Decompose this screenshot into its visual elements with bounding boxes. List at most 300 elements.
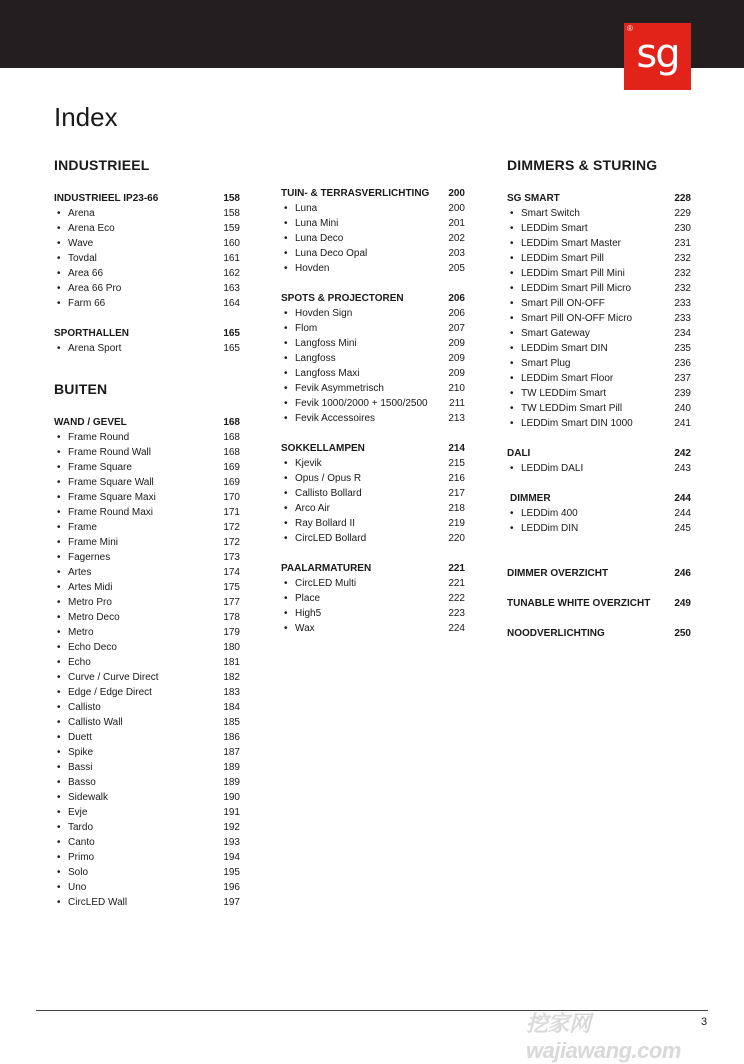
entry-page: 216 bbox=[448, 473, 465, 484]
entry-page: 229 bbox=[674, 208, 691, 219]
index-entry[interactable] bbox=[54, 865, 240, 880]
entry-page: 194 bbox=[223, 852, 240, 863]
category-name: TUNABLE WHITE OVERZICHT bbox=[507, 598, 651, 609]
entry-page: 218 bbox=[448, 503, 465, 514]
index-entry[interactable] bbox=[281, 516, 465, 531]
section-heading-dimmers-sturing: DIMMERS & STURING bbox=[507, 157, 658, 173]
entry-name: • Spike bbox=[54, 745, 93, 760]
entry-page: 174 bbox=[223, 567, 240, 578]
entry-name: • Opus / Opus R bbox=[281, 471, 361, 486]
entry-name: • TW LEDDim Smart bbox=[507, 386, 606, 401]
index-entry[interactable] bbox=[54, 760, 240, 775]
index-entry[interactable] bbox=[281, 396, 465, 411]
entry-name: • Smart Pill ON-OFF bbox=[507, 296, 605, 311]
entry-name: • Tardo bbox=[54, 820, 93, 835]
entry-page: 196 bbox=[223, 882, 240, 893]
entry-name: • CircLED Wall bbox=[54, 895, 127, 910]
entry-name: • TW LEDDim Smart Pill bbox=[507, 401, 622, 416]
index-entry[interactable] bbox=[54, 445, 240, 460]
entry-page: 244 bbox=[674, 508, 691, 519]
entry-page: 205 bbox=[448, 263, 465, 274]
index-entry[interactable] bbox=[281, 411, 465, 426]
section-heading-buiten: BUITEN bbox=[54, 381, 108, 397]
entry-name: • Langfoss bbox=[281, 351, 336, 366]
category-name: DALI bbox=[507, 448, 531, 459]
index-entry[interactable] bbox=[54, 550, 240, 565]
entry-name: • LEDDim 400 bbox=[507, 506, 578, 521]
entry-name: • Luna Deco Opal bbox=[281, 246, 367, 261]
entry-page: 200 bbox=[448, 203, 465, 214]
entry-name: • Metro Pro bbox=[54, 595, 112, 610]
index-entry[interactable] bbox=[54, 251, 240, 266]
index-entry[interactable] bbox=[507, 401, 691, 416]
category-dali[interactable] bbox=[507, 446, 691, 461]
category-dimmer[interactable] bbox=[507, 491, 691, 506]
watermark: 挖家网 wajiawang.com bbox=[526, 1011, 681, 1063]
index-entry[interactable] bbox=[507, 461, 691, 476]
entry-page: 230 bbox=[674, 223, 691, 234]
entry-page: 224 bbox=[448, 623, 465, 634]
entry-page: 207 bbox=[448, 323, 465, 334]
entry-page: 189 bbox=[223, 777, 240, 788]
entry-name: • Ray Bollard II bbox=[281, 516, 355, 531]
entry-name: • Basso bbox=[54, 775, 96, 790]
entry-name: • Flom bbox=[281, 321, 317, 336]
entry-page: 243 bbox=[674, 463, 691, 474]
category-page: 206 bbox=[448, 293, 465, 304]
entry-page: 172 bbox=[223, 537, 240, 548]
index-entry[interactable] bbox=[281, 246, 465, 261]
index-entry[interactable] bbox=[507, 506, 691, 521]
column-left bbox=[54, 154, 240, 910]
entry-page: 164 bbox=[223, 298, 240, 309]
entry-page: 235 bbox=[674, 343, 691, 354]
index-entry[interactable] bbox=[54, 221, 240, 236]
entry-name: • Hovden Sign bbox=[281, 306, 352, 321]
index-entry[interactable] bbox=[54, 281, 240, 296]
entry-page: 206 bbox=[448, 308, 465, 319]
index-entry[interactable] bbox=[54, 565, 240, 580]
entry-name: • Duett bbox=[54, 730, 92, 745]
index-entry[interactable] bbox=[54, 341, 240, 356]
index-entry[interactable] bbox=[54, 625, 240, 640]
category-page: 250 bbox=[674, 628, 691, 639]
entry-name: • Arena Sport bbox=[54, 341, 121, 356]
category-name: SPORTHALLEN bbox=[54, 328, 129, 339]
entry-page: 240 bbox=[674, 403, 691, 414]
entry-name: • Luna Deco bbox=[281, 231, 343, 246]
category-name: PAALARMATUREN bbox=[281, 563, 372, 574]
index-entry[interactable] bbox=[507, 236, 691, 251]
index-entry[interactable] bbox=[54, 206, 240, 221]
entry-name: • Arco Air bbox=[281, 501, 330, 516]
item-list bbox=[507, 461, 691, 476]
entry-name: • Frame Round Maxi bbox=[54, 505, 153, 520]
index-entry[interactable] bbox=[507, 296, 691, 311]
entry-page: 186 bbox=[223, 732, 240, 743]
entry-name: • Frame Round bbox=[54, 430, 129, 445]
entry-page: 189 bbox=[223, 762, 240, 773]
entry-page: 165 bbox=[223, 343, 240, 354]
entry-page: 159 bbox=[223, 223, 240, 234]
entry-name: • Solo bbox=[54, 865, 88, 880]
index-entry[interactable] bbox=[281, 501, 465, 516]
entry-page: 217 bbox=[448, 488, 465, 499]
index-entry[interactable] bbox=[507, 356, 691, 371]
entry-page: 185 bbox=[223, 717, 240, 728]
category-page: 214 bbox=[448, 443, 465, 454]
category-page: 200 bbox=[448, 188, 465, 199]
entry-name: • Canto bbox=[54, 835, 95, 850]
entry-name: • Callisto bbox=[54, 700, 101, 715]
index-entry[interactable] bbox=[281, 216, 465, 231]
entry-name: • CircLED Multi bbox=[281, 576, 356, 591]
entry-page: 183 bbox=[223, 687, 240, 698]
entry-page: 179 bbox=[223, 627, 240, 638]
entry-name: • Echo bbox=[54, 655, 91, 670]
entry-name: • Hovden bbox=[281, 261, 329, 276]
entry-name: • Kjevik bbox=[281, 456, 322, 471]
entry-page: 245 bbox=[674, 523, 691, 534]
entry-name: • Frame Square Wall bbox=[54, 475, 154, 490]
entry-name: • CircLED Bollard bbox=[281, 531, 366, 546]
entry-page: 215 bbox=[448, 458, 465, 469]
entry-page: 234 bbox=[674, 328, 691, 339]
entry-name: • Evje bbox=[54, 805, 87, 820]
entry-page: 169 bbox=[223, 477, 240, 488]
category-name: SG SMART bbox=[507, 193, 560, 204]
category-wand-gevel[interactable] bbox=[54, 415, 240, 430]
index-entry[interactable] bbox=[54, 670, 240, 685]
item-list bbox=[281, 201, 465, 276]
index-entry[interactable] bbox=[281, 621, 465, 636]
entry-page: 163 bbox=[223, 283, 240, 294]
item-list bbox=[281, 306, 465, 426]
index-entry[interactable] bbox=[507, 521, 691, 536]
category-page: 244 bbox=[674, 493, 691, 504]
entry-name: • Artes bbox=[54, 565, 91, 580]
index-entry[interactable] bbox=[54, 850, 240, 865]
entry-name: • Callisto Wall bbox=[54, 715, 123, 730]
index-entry[interactable] bbox=[281, 231, 465, 246]
entry-name: • LEDDim DALI bbox=[507, 461, 583, 476]
entry-page: 172 bbox=[223, 522, 240, 533]
index-entry[interactable] bbox=[54, 505, 240, 520]
entry-page: 222 bbox=[448, 593, 465, 604]
index-entry[interactable] bbox=[54, 640, 240, 655]
entry-page: 231 bbox=[674, 238, 691, 249]
entry-page: 241 bbox=[674, 418, 691, 429]
entry-page: 232 bbox=[674, 253, 691, 264]
entry-page: 191 bbox=[223, 807, 240, 818]
category-page: 249 bbox=[674, 598, 691, 609]
index-entry[interactable] bbox=[507, 206, 691, 221]
entry-page: 175 bbox=[223, 582, 240, 593]
index-entry[interactable] bbox=[54, 580, 240, 595]
entry-name: • Fevik Asymmetrisch bbox=[281, 381, 384, 396]
page-title: Index bbox=[54, 102, 118, 132]
entry-name: • Langfoss Maxi bbox=[281, 366, 359, 381]
index-entry[interactable] bbox=[507, 221, 691, 236]
entry-name: • Artes Midi bbox=[54, 580, 112, 595]
category-name: SPOTS & PROJECTOREN bbox=[281, 293, 404, 304]
category-spots-projectoren[interactable] bbox=[281, 291, 465, 306]
entry-name: • Frame Round Wall bbox=[54, 445, 151, 460]
entry-name: • LEDDim Smart Master bbox=[507, 236, 621, 251]
entry-page: 197 bbox=[223, 897, 240, 908]
entry-page: 181 bbox=[223, 657, 240, 668]
entry-page: 232 bbox=[674, 268, 691, 279]
entry-page: 168 bbox=[223, 432, 240, 443]
entry-name: • Smart Gateway bbox=[507, 326, 590, 341]
category-tunable-white-overzicht[interactable] bbox=[507, 596, 691, 611]
entry-name: • Luna Mini bbox=[281, 216, 338, 231]
entry-name: • Metro bbox=[54, 625, 94, 640]
entry-page: 162 bbox=[223, 268, 240, 279]
entry-page: 209 bbox=[448, 338, 465, 349]
entry-name: • LEDDim Smart DIN bbox=[507, 341, 608, 356]
entry-page: 178 bbox=[223, 612, 240, 623]
index-entry[interactable] bbox=[54, 430, 240, 445]
index-entry[interactable] bbox=[54, 730, 240, 745]
index-entry[interactable] bbox=[281, 321, 465, 336]
entry-name: • Sidewalk bbox=[54, 790, 108, 805]
entry-page: 233 bbox=[674, 313, 691, 324]
entry-page: 158 bbox=[223, 208, 240, 219]
index-entry[interactable] bbox=[507, 311, 691, 326]
index-entry[interactable] bbox=[281, 366, 465, 381]
category-page: 246 bbox=[674, 568, 691, 579]
entry-name: • Frame Square Maxi bbox=[54, 490, 156, 505]
entry-name: • Metro Deco bbox=[54, 610, 120, 625]
entry-name: • Edge / Edge Direct bbox=[54, 685, 152, 700]
category-name: DIMMER bbox=[510, 493, 551, 504]
entry-name: • Echo Deco bbox=[54, 640, 117, 655]
index-entry[interactable] bbox=[281, 591, 465, 606]
entry-page: 170 bbox=[223, 492, 240, 503]
entry-page: 177 bbox=[223, 597, 240, 608]
entry-name: • LEDDim Smart Pill Mini bbox=[507, 266, 625, 281]
index-entry[interactable] bbox=[281, 456, 465, 471]
index-entry[interactable] bbox=[507, 251, 691, 266]
index-entry[interactable] bbox=[54, 460, 240, 475]
category-dimmer-overzicht[interactable] bbox=[507, 566, 691, 581]
category-sg-smart[interactable] bbox=[507, 191, 691, 206]
item-list bbox=[281, 576, 465, 636]
index-entry[interactable] bbox=[281, 486, 465, 501]
entry-name: • Wax bbox=[281, 621, 315, 636]
column-middle bbox=[281, 186, 465, 636]
entry-name: • LEDDim Smart Pill Micro bbox=[507, 281, 631, 296]
category-name: DIMMER OVERZICHT bbox=[507, 568, 609, 579]
entry-page: 193 bbox=[223, 837, 240, 848]
entry-page: 219 bbox=[448, 518, 465, 529]
index-entry[interactable] bbox=[281, 201, 465, 216]
entry-name: • Frame Mini bbox=[54, 535, 118, 550]
category-sokkellampen[interactable] bbox=[281, 441, 465, 456]
index-entry[interactable] bbox=[281, 531, 465, 546]
entry-page: 169 bbox=[223, 462, 240, 473]
index-entry[interactable] bbox=[281, 606, 465, 621]
entry-page: 211 bbox=[449, 398, 465, 409]
category-paalarmaturen[interactable] bbox=[281, 561, 465, 576]
entry-page: 203 bbox=[448, 248, 465, 259]
entry-name: • Farm 66 bbox=[54, 296, 105, 311]
entry-name: • Fagernes bbox=[54, 550, 110, 565]
entry-name: • Frame bbox=[54, 520, 97, 535]
index-entry[interactable] bbox=[54, 775, 240, 790]
entry-name: • LEDDim Smart Pill bbox=[507, 251, 604, 266]
entry-name: • Frame Square bbox=[54, 460, 132, 475]
index-entry[interactable] bbox=[54, 700, 240, 715]
column-right bbox=[507, 154, 691, 641]
category-page: 158 bbox=[223, 193, 240, 204]
entry-name: • LEDDim Smart bbox=[507, 221, 588, 236]
category-industrieel-ip23-66[interactable] bbox=[54, 191, 240, 206]
index-entry[interactable] bbox=[507, 371, 691, 386]
entry-name: • LEDDim Smart Floor bbox=[507, 371, 613, 386]
index-entry[interactable] bbox=[54, 266, 240, 281]
category-page: 165 bbox=[223, 328, 240, 339]
index-entry[interactable] bbox=[281, 336, 465, 351]
index-entry[interactable] bbox=[507, 386, 691, 401]
index-entry[interactable] bbox=[507, 416, 691, 431]
section-heading-industrieel: INDUSTRIEEL bbox=[54, 157, 150, 173]
entry-name: • Area 66 bbox=[54, 266, 103, 281]
index-entry[interactable] bbox=[54, 490, 240, 505]
index-entry[interactable] bbox=[54, 595, 240, 610]
entry-name: • Fevik Accessoires bbox=[281, 411, 375, 426]
entry-name: • High5 bbox=[281, 606, 321, 621]
index-entry[interactable] bbox=[54, 610, 240, 625]
entry-page: 233 bbox=[674, 298, 691, 309]
entry-page: 184 bbox=[223, 702, 240, 713]
item-list bbox=[54, 206, 240, 311]
entry-name: • Smart Pill ON-OFF Micro bbox=[507, 311, 632, 326]
index-entry[interactable] bbox=[54, 880, 240, 895]
index-entry[interactable] bbox=[281, 306, 465, 321]
logo-text: sg bbox=[636, 31, 679, 77]
index-entry[interactable] bbox=[54, 535, 240, 550]
entry-name: • Bassi bbox=[54, 760, 92, 775]
index-entry[interactable] bbox=[54, 655, 240, 670]
entry-page: 209 bbox=[448, 368, 465, 379]
index-entry[interactable] bbox=[54, 790, 240, 805]
entry-page: 160 bbox=[223, 238, 240, 249]
entry-page: 187 bbox=[223, 747, 240, 758]
entry-page: 223 bbox=[448, 608, 465, 619]
entry-name: • Area 66 Pro bbox=[54, 281, 121, 296]
index-entry[interactable] bbox=[54, 895, 240, 910]
entry-name: • Callisto Bollard bbox=[281, 486, 362, 501]
page-number: 3 bbox=[701, 1016, 708, 1028]
entry-name: • Arena bbox=[54, 206, 95, 221]
entry-page: 201 bbox=[448, 218, 465, 229]
category-name: TUIN- & TERRASVERLICHTING bbox=[281, 188, 430, 199]
entry-name: • Smart Switch bbox=[507, 206, 580, 221]
entry-name: • LEDDim Smart DIN 1000 bbox=[507, 416, 633, 431]
index-entry[interactable] bbox=[54, 805, 240, 820]
index-entry[interactable] bbox=[54, 520, 240, 535]
entry-page: 221 bbox=[448, 578, 465, 589]
entry-name: • Fevik 1000/2000 + 1500/2500 bbox=[281, 396, 428, 411]
index-entry[interactable] bbox=[507, 341, 691, 356]
entry-name: • Smart Plug bbox=[507, 356, 570, 371]
category-name: INDUSTRIEEL IP23-66 bbox=[54, 193, 159, 204]
entry-page: 210 bbox=[448, 383, 465, 394]
index-entry[interactable] bbox=[281, 381, 465, 396]
entry-page: 173 bbox=[223, 552, 240, 563]
entry-name: • Luna bbox=[281, 201, 317, 216]
entry-page: 237 bbox=[674, 373, 691, 384]
entry-name: • Primo bbox=[54, 850, 94, 865]
index-entry[interactable] bbox=[54, 820, 240, 835]
item-list bbox=[54, 430, 240, 910]
entry-page: 239 bbox=[674, 388, 691, 399]
index-entry[interactable] bbox=[54, 236, 240, 251]
index-entry[interactable] bbox=[281, 576, 465, 591]
entry-page: 161 bbox=[223, 253, 240, 264]
category-page: 228 bbox=[674, 193, 691, 204]
index-entry[interactable] bbox=[54, 296, 240, 311]
entry-page: 180 bbox=[223, 642, 240, 653]
entry-page: 202 bbox=[448, 233, 465, 244]
index-entry[interactable] bbox=[281, 351, 465, 366]
category-name: WAND / GEVEL bbox=[54, 417, 127, 428]
category-sporthallen[interactable] bbox=[54, 326, 240, 341]
index-entry[interactable] bbox=[507, 266, 691, 281]
entry-name: • Place bbox=[281, 591, 320, 606]
entry-name: • Tovdal bbox=[54, 251, 97, 266]
category-name: SOKKELLAMPEN bbox=[281, 443, 365, 454]
entry-name: • LEDDim DIN bbox=[507, 521, 578, 536]
entry-name: • Arena Eco bbox=[54, 221, 115, 236]
entry-name: • Langfoss Mini bbox=[281, 336, 357, 351]
index-entry[interactable] bbox=[54, 685, 240, 700]
item-list bbox=[54, 341, 240, 356]
category-page: 221 bbox=[448, 563, 465, 574]
index-entry[interactable] bbox=[507, 326, 691, 341]
index-entry[interactable] bbox=[54, 475, 240, 490]
registered-mark: ® bbox=[627, 24, 633, 33]
entry-page: 190 bbox=[223, 792, 240, 803]
entry-page: 192 bbox=[223, 822, 240, 833]
index-entry[interactable] bbox=[281, 261, 465, 276]
category-noodverlichting[interactable] bbox=[507, 626, 691, 641]
index-entry[interactable] bbox=[54, 745, 240, 760]
category-name: NOODVERLICHTING bbox=[507, 628, 605, 639]
index-entry[interactable] bbox=[54, 835, 240, 850]
entry-page: 171 bbox=[223, 507, 240, 518]
index-entry[interactable] bbox=[281, 471, 465, 486]
entry-name: • Uno bbox=[54, 880, 86, 895]
category-page: 242 bbox=[674, 448, 691, 459]
entry-page: 232 bbox=[674, 283, 691, 294]
index-entry[interactable] bbox=[507, 281, 691, 296]
category-tuin-terrasverlichting[interactable] bbox=[281, 186, 465, 201]
category-page: 168 bbox=[223, 417, 240, 428]
item-list bbox=[507, 206, 691, 431]
entry-name: • Wave bbox=[54, 236, 93, 251]
entry-page: 195 bbox=[223, 867, 240, 878]
sg-logo bbox=[624, 23, 691, 90]
item-list bbox=[281, 456, 465, 546]
item-list bbox=[507, 506, 691, 536]
entry-page: 213 bbox=[448, 413, 465, 424]
entry-page: 220 bbox=[448, 533, 465, 544]
entry-page: 182 bbox=[223, 672, 240, 683]
index-entry[interactable] bbox=[54, 715, 240, 730]
